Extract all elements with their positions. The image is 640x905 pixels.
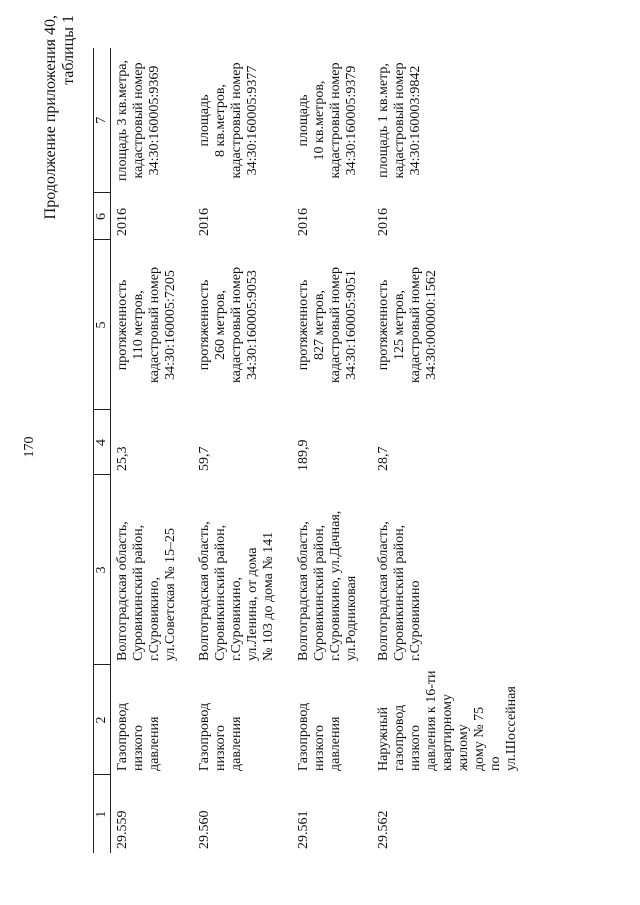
object-year: 2016 [376, 208, 391, 236]
object-year: 2016 [115, 208, 130, 236]
object-value: 25,3 [115, 446, 130, 471]
object-name: Газопровод низкого давления [115, 702, 162, 771]
row-number: 29.562 [376, 810, 391, 849]
object-spec: протяженность 260 метров, кадастровый номер 34:30:160005:9053 [197, 267, 260, 383]
object-address: Волгоградская область, Суровикинский район, г.Суровикино, ул.Ленина, от дома № 103 до дома № 141 [197, 521, 276, 661]
row-number: 29.559 [115, 810, 130, 849]
column-header: 7 [94, 48, 111, 193]
column-header: 3 [94, 475, 111, 665]
table-body [111, 48, 521, 853]
caption-line-1: Продолжение приложения 40, [42, 15, 59, 220]
table-row [372, 48, 520, 853]
column-header: 1 [94, 775, 111, 853]
land-info: площадь 3 кв.метра, кадастровый номер 34:30:160005:9369 [115, 60, 162, 181]
object-address: Волгоградская область, Суровикинский район, г.Суровикино, ул.Дачная, ул.Родниковая [296, 510, 359, 661]
object-year: 2016 [296, 208, 311, 236]
object-spec: протяженность 110 метров, кадастровый номер 34:30:160005:7205 [115, 267, 178, 383]
object-name: Газопровод низкого давления [296, 702, 343, 771]
caption-line-2: таблицы 1 [60, 15, 77, 85]
column-header: 5 [94, 240, 111, 410]
row-number: 29.560 [197, 810, 212, 849]
object-value: 28,7 [376, 446, 391, 471]
object-value: 189,9 [296, 439, 311, 471]
table-caption [42, 15, 78, 255]
column-header: 2 [94, 665, 111, 775]
page-number: 170 [22, 436, 37, 458]
row-number: 29.561 [296, 810, 311, 849]
table-row [193, 48, 292, 853]
object-address: Волгоградская область, Суровикинский район, г.Суровикино [376, 521, 423, 661]
column-header: 6 [94, 193, 111, 240]
land-info: площадь 1 кв.метр, кадастровый номер 34:30:160003:9842 [376, 62, 423, 179]
column-header: 4 [94, 410, 111, 475]
object-year: 2016 [197, 208, 212, 236]
object-name: Наружный газопровод низкого давления к 16-ти квартирному жилому дому № 75 по ул.Шоссейная [376, 670, 519, 771]
object-spec: протяженность 827 метров, кадастровый номер 34:30:160005:9051 [296, 267, 359, 383]
table-row [111, 48, 194, 853]
object-spec: протяженность 125 метров, кадастровый номер 34:30:000000:1562 [376, 267, 439, 383]
property-table [93, 48, 520, 853]
land-info: площадь 10 кв.метров, кадастровый номер 34:30:160005:9379 [296, 62, 359, 179]
object-value: 59,7 [197, 446, 212, 471]
object-name: Газопровод низкого давления [197, 702, 244, 771]
land-info: площадь 8 кв.метров, кадастровый номер 34:30:160005:9377 [197, 62, 260, 179]
table-row [292, 48, 372, 853]
object-address: Волгоградская область, Суровикинский район, г.Суровикино, ул.Советская № 15–25 [115, 521, 178, 661]
header-row [94, 48, 111, 853]
